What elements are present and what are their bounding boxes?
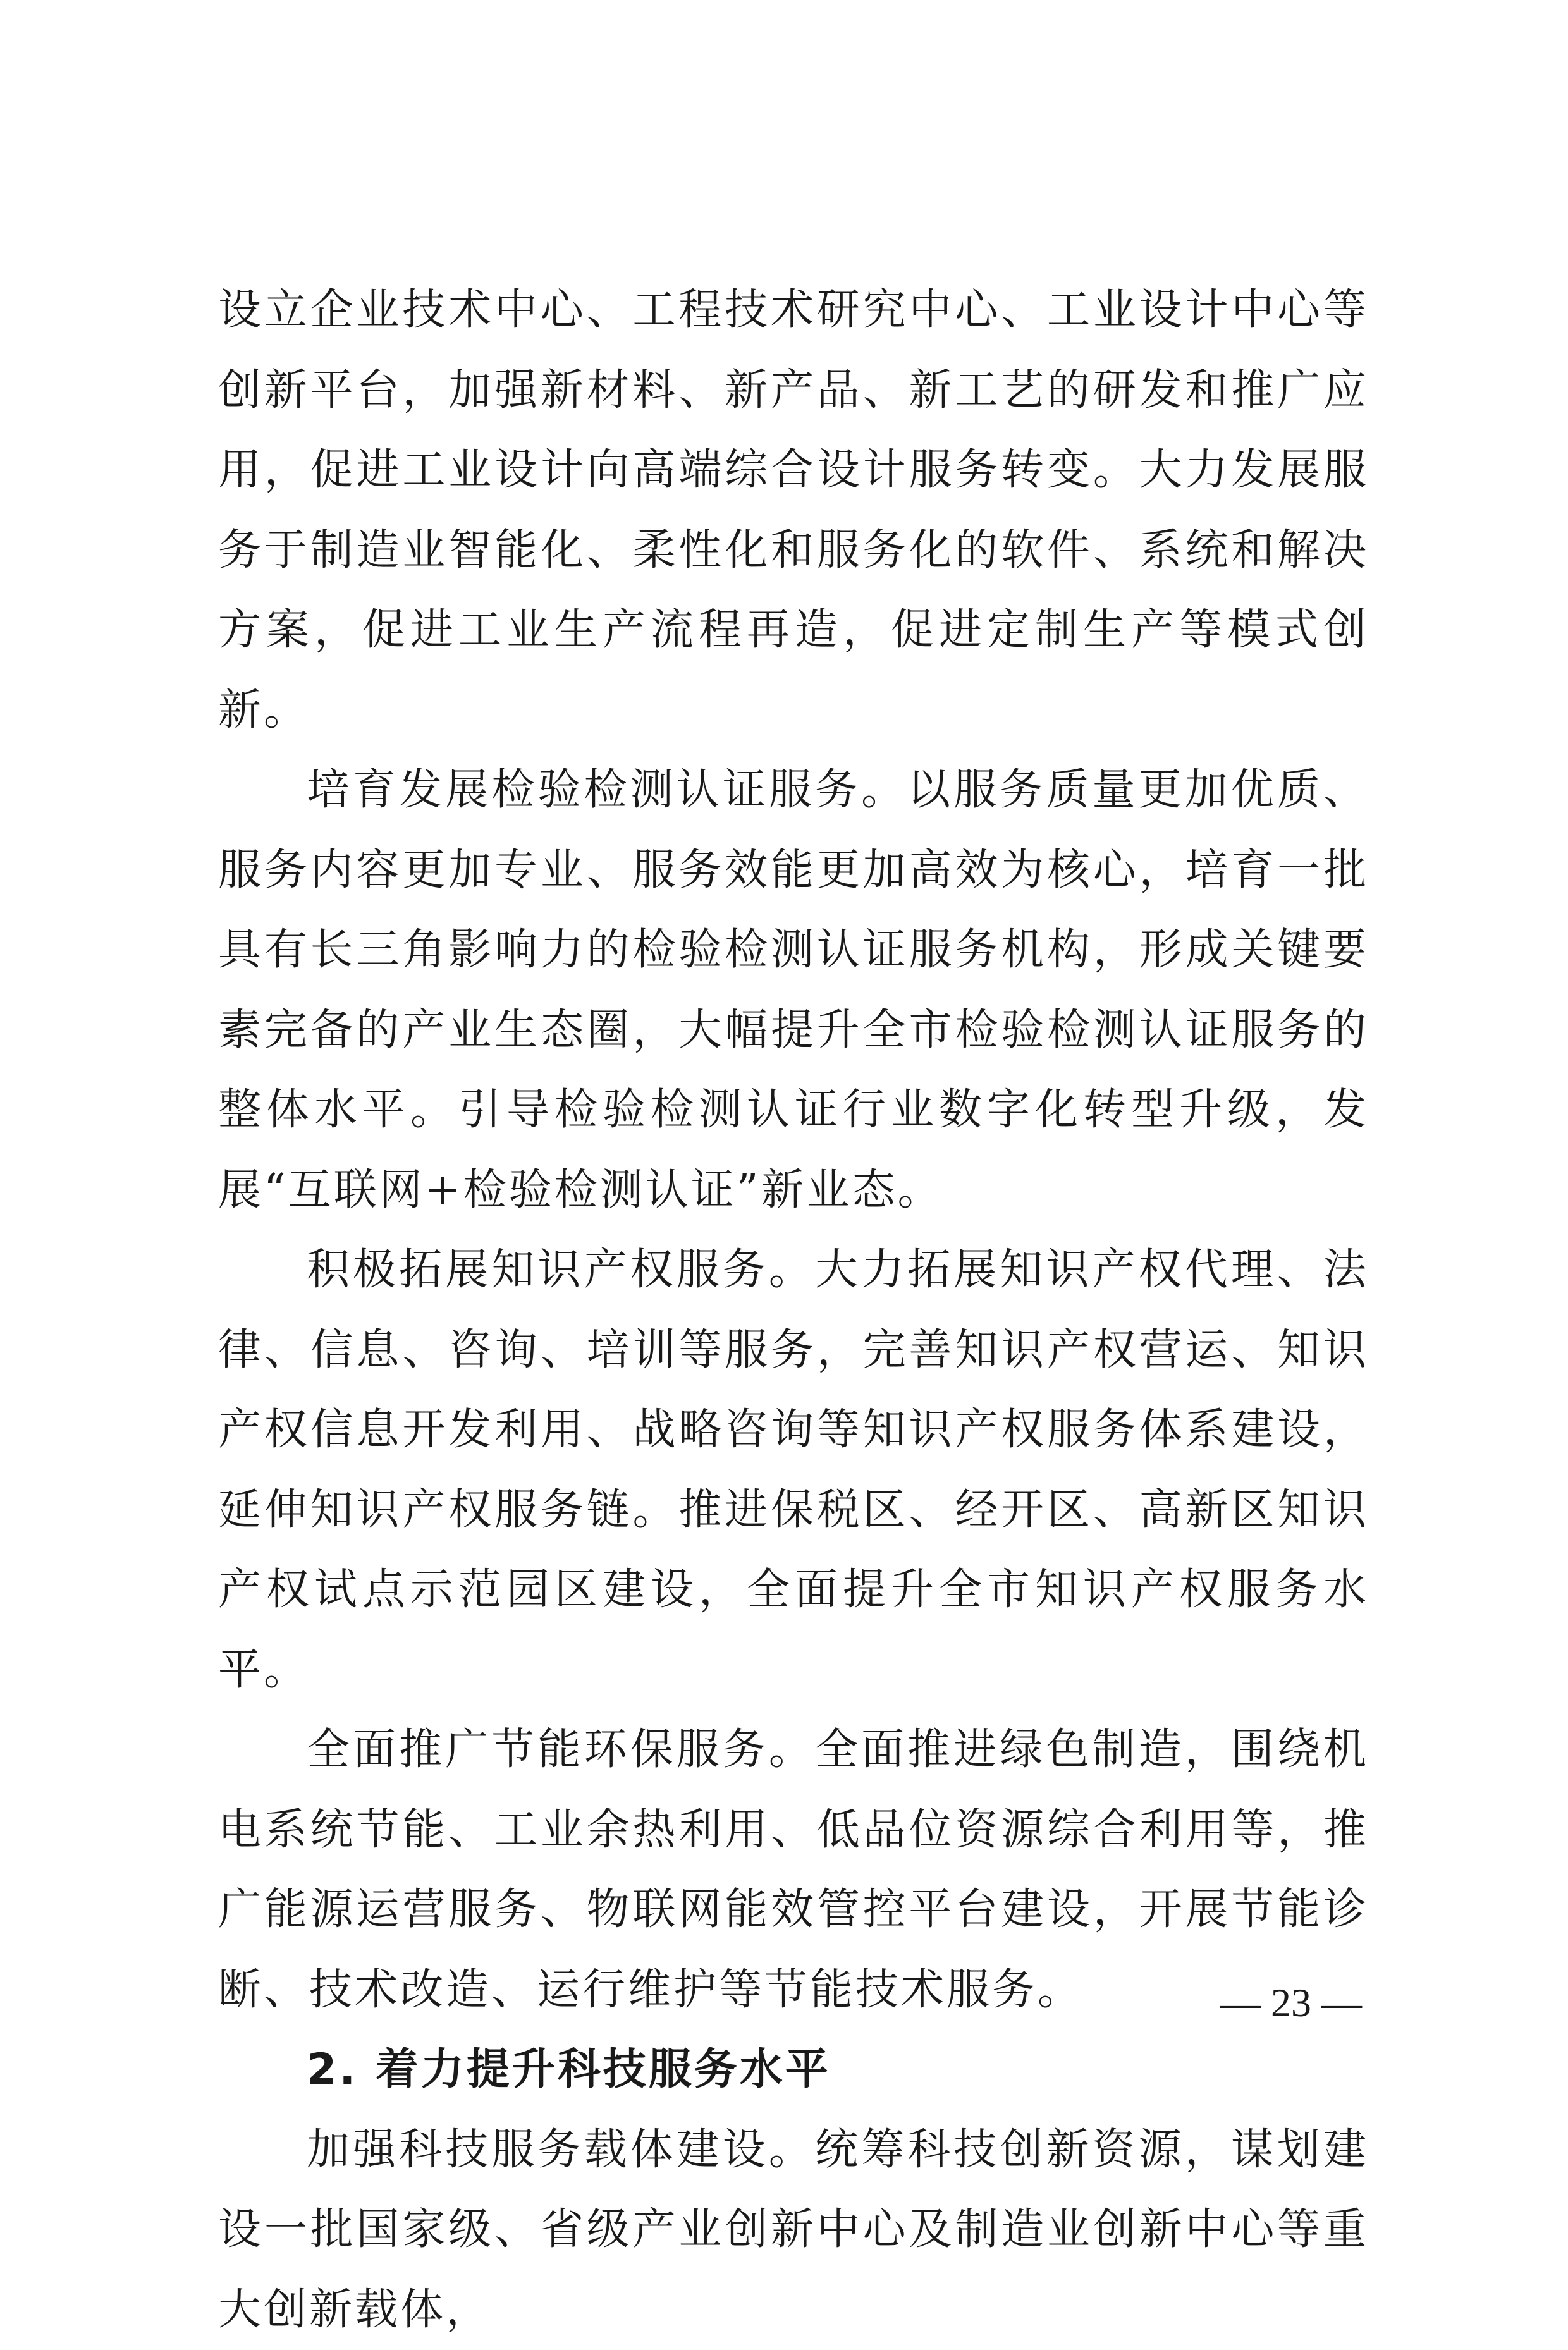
paragraph-intellectual-property: 积极拓展知识产权服务。大力拓展知识产权代理、法律、信息、咨询、培训等服务，完善知识产权营运、知识产权信息开发利用、战略咨询等知识产权服务体系建设，延伸知识产权服务链。推进保税区、经开区、高新区知识产权试点示范园区建设，全面提升全市知识产权服务水平。 (218, 1230, 1369, 1710)
paragraph-inspection-testing: 培育发展检验检测认证服务。以服务质量更加优质、服务内容更加专业、服务效能更加高效为核心，培育一批具有长三角影响力的检验检测认证服务机构，形成关键要素完备的产业生态圈，大幅提升全市检验检测认证服务的整体水平。引导检验检测认证行业数字化转型升级，发展“互联网+检验检测认证”新业态。 (218, 750, 1369, 1230)
paragraph-energy-saving: 全面推广节能环保服务。全面推进绿色制造，围绕机电系统节能、工业余热利用、低品位资源综合利用等，推广能源运营服务、物联网能效管控平台建设，开展节能诊断、技术改造、运行维护等节能技术服务。 (218, 1710, 1369, 2030)
page-content (218, 271, 1369, 2350)
paragraph-innovation-platforms: 设立企业技术中心、工程技术研究中心、工业设计中心等创新平台，加强新材料、新产品、新工艺的研发和推广应用，促进工业设计向高端综合设计服务转变。大力发展服务于制造业智能化、柔性化和服务化的软件、系统和解决方案，促进工业生产流程再造，促进定制生产等模式创新。 (218, 271, 1369, 750)
paragraph-tech-service-carriers: 加强科技服务载体建设。统筹科技创新资源，谋划建设一批国家级、省级产业创新中心及制造业创新中心等重大创新载体， (218, 2110, 1369, 2350)
page-number: — 23 — (1220, 1978, 1362, 2028)
section-heading: 2. 着力提升科技服务水平 (218, 2030, 1369, 2110)
